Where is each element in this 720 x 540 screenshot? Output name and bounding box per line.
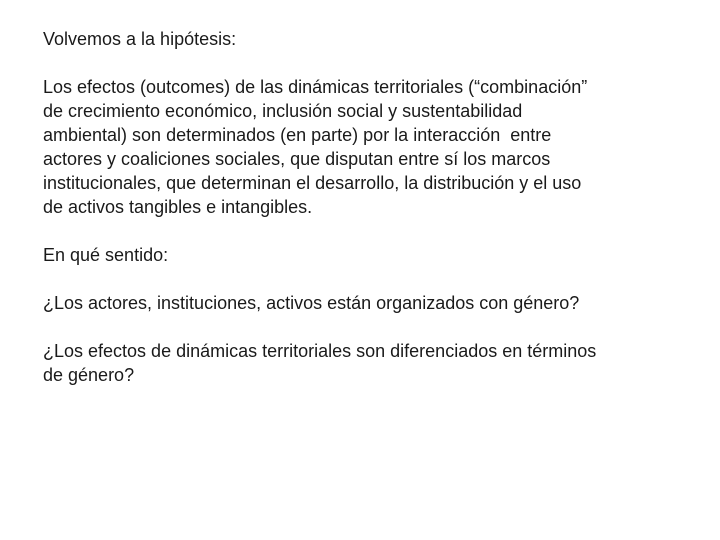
hypothesis-line: de activos tangibles e intangibles. <box>43 197 313 217</box>
spacer <box>43 315 683 339</box>
hypothesis-line: ambiental) son determinados (en parte) por la interacción entre <box>43 125 552 145</box>
hypothesis-line: de crecimiento económico, inclusión social y sustentabilidad <box>43 101 523 121</box>
slide-text-block <box>43 27 683 387</box>
hypothesis-line: Los efectos (outcomes) de las dinámicas territoriales (“combinación” <box>43 77 588 97</box>
spacer <box>43 219 683 243</box>
question-1-text: ¿Los actores, instituciones, activos están organizados con género? <box>43 293 580 313</box>
question-2-line: ¿Los efectos de dinámicas territoriales son diferenciados en términos <box>43 341 597 361</box>
hypothesis-paragraph <box>43 75 683 219</box>
heading-text: Volvemos a la hipótesis: <box>43 29 237 49</box>
hypothesis-line: actores y coaliciones sociales, que disputan entre sí los marcos <box>43 149 551 169</box>
question-2-line: de género? <box>43 365 135 385</box>
spacer <box>43 267 683 291</box>
spacer <box>43 51 683 75</box>
question-2-paragraph <box>43 339 683 387</box>
hypothesis-line: institucionales, que determinan el desarrollo, la distribución y el uso <box>43 173 582 193</box>
question-intro-text: En qué sentido: <box>43 245 169 265</box>
